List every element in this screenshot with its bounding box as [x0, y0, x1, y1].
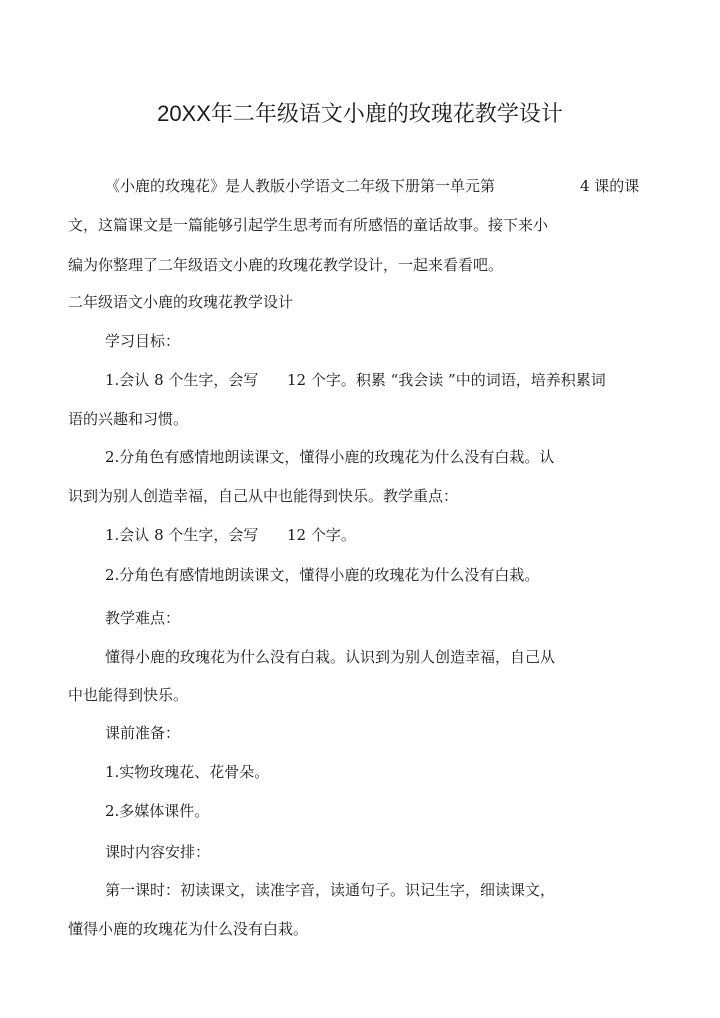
- schedule-line-b: 懂得小鹿的玫瑰花为什么没有白栽。: [68, 920, 309, 938]
- key-point-2: 2.分角色有感情地朗读课文，懂得小鹿的玫瑰花为什么没有白栽。: [105, 566, 540, 584]
- goal-1-part-c: 语的兴趣和习惯。: [68, 410, 189, 428]
- intro-line-1b: 4 课的课: [580, 177, 640, 195]
- difficulty-line-a: 懂得小鹿的玫瑰花为什么没有白栽。认识到为别人创造幸福，自己从: [105, 648, 556, 666]
- goal-1-part-a: 1.会认 8 个生字，会写: [105, 371, 259, 389]
- prep-item-1: 1.实物玫瑰花、花骨朵。: [105, 763, 270, 781]
- goal-2-part-b: 识到为别人创造幸福，自己从中也能得到快乐。教学重点：: [68, 487, 459, 505]
- goal-1-part-b: 12 个字。积累 “我会读 ”中的词语，培养积累词: [287, 371, 606, 389]
- prep-label: 课前准备：: [105, 724, 181, 742]
- prep-item-2: 2.多媒体课件。: [105, 802, 210, 820]
- goals-label: 学习目标：: [105, 332, 181, 350]
- schedule-line-a: 第一课时：初读课文，读准字音，读通句子。识记生字，细读课文，: [105, 881, 556, 899]
- difficulty-label: 教学难点：: [105, 609, 181, 627]
- intro-line-2: 文，这篇课文是一篇能够引起学生思考而有所感悟的童话故事。接下来小: [68, 216, 549, 234]
- key-point-1-b: 12 个字。: [287, 526, 356, 544]
- section-heading: 二年级语文小鹿的玫瑰花教学设计: [68, 293, 294, 311]
- key-point-1-a: 1.会认 8 个生字，会写: [105, 526, 259, 544]
- goal-2-part-a: 2.分角色有感情地朗读课文，懂得小鹿的玫瑰花为什么没有白栽。认: [105, 448, 555, 466]
- intro-line-3: 编为你整理了二年级语文小鹿的玫瑰花教学设计，一起来看看吧。: [68, 256, 504, 274]
- schedule-label: 课时内容安排：: [105, 843, 211, 861]
- difficulty-line-b: 中也能得到快乐。: [68, 686, 189, 704]
- intro-line-1a: 《小鹿的玫瑰花》是人教版小学语文二年级下册第一单元第: [105, 177, 496, 195]
- page-title: 20XX年二年级语文小鹿的玫瑰花教学设计: [157, 101, 563, 126]
